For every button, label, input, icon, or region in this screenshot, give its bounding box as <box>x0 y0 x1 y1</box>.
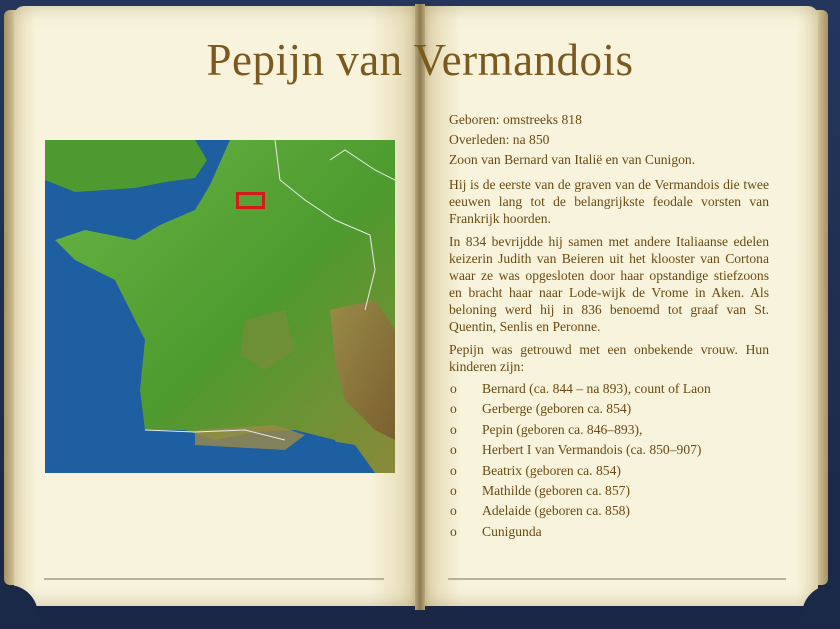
facts <box>449 110 769 170</box>
list-item: o Gerberge (geboren ca. 854) <box>449 399 769 419</box>
right-page-rule <box>448 578 786 580</box>
bullet-icon: o <box>450 462 457 478</box>
list-item: o Adelaide (geboren ca. 858) <box>449 501 769 521</box>
biography-text <box>449 110 769 542</box>
children-list <box>449 379 769 542</box>
list-item: o Beatrix (geboren ca. 854) <box>449 461 769 481</box>
parents-line: Zoon van Bernard van Italië en van Cunigon. <box>449 152 696 167</box>
bullet-icon: o <box>450 442 457 458</box>
bullet-icon: o <box>450 421 457 437</box>
location-marker <box>236 192 265 209</box>
list-item: o Herbert I van Vermandois (ca. 850–907) <box>449 440 769 460</box>
france-map-image <box>45 140 395 473</box>
died-line: Overleden: na 850 <box>449 132 550 147</box>
left-page-rule <box>44 578 384 580</box>
france-map <box>45 140 395 473</box>
born-line: Geboren: omstreeks 818 <box>449 112 582 127</box>
bullet-icon: o <box>450 401 457 417</box>
paragraph-1: Hij is de eerste van de graven van de Vermandois die twee eeuwen lang tot de belangrijkste feodale vorsten van Frankrijk hoorden. <box>449 177 769 226</box>
bullet-icon: o <box>450 483 457 499</box>
list-item: o Pepin (geboren ca. 846–893), <box>449 420 769 440</box>
bullet-icon: o <box>450 523 457 539</box>
page-title: Pepijn van Vermandois <box>206 35 634 85</box>
bullet-icon: o <box>450 381 457 396</box>
paragraph-3: Pepijn was getrouwd met een onbekende vrouw. Hun kinderen zijn: <box>449 342 769 374</box>
list-item: o Bernard (ca. 844 – na 893), count of Laon <box>449 379 769 399</box>
list-item: o Cunigunda <box>449 522 769 542</box>
list-item: o Mathilde (geboren ca. 857) <box>449 481 769 501</box>
bullet-icon: o <box>450 503 457 519</box>
book-spine <box>415 4 425 610</box>
paragraph-2: In 834 bevrijdde hij samen met andere Italiaanse edelen keizerin Judith van Beieren uit het klooster van Cortona waar ze was opgesloten door haar opstandige stiefzoons en bracht haar naar Lode-wijk de Vrome in Aken. Als beloning werd hij in 836 benoemd tot graaf van St. Quentin, Senlis en Peronne. <box>449 234 769 334</box>
